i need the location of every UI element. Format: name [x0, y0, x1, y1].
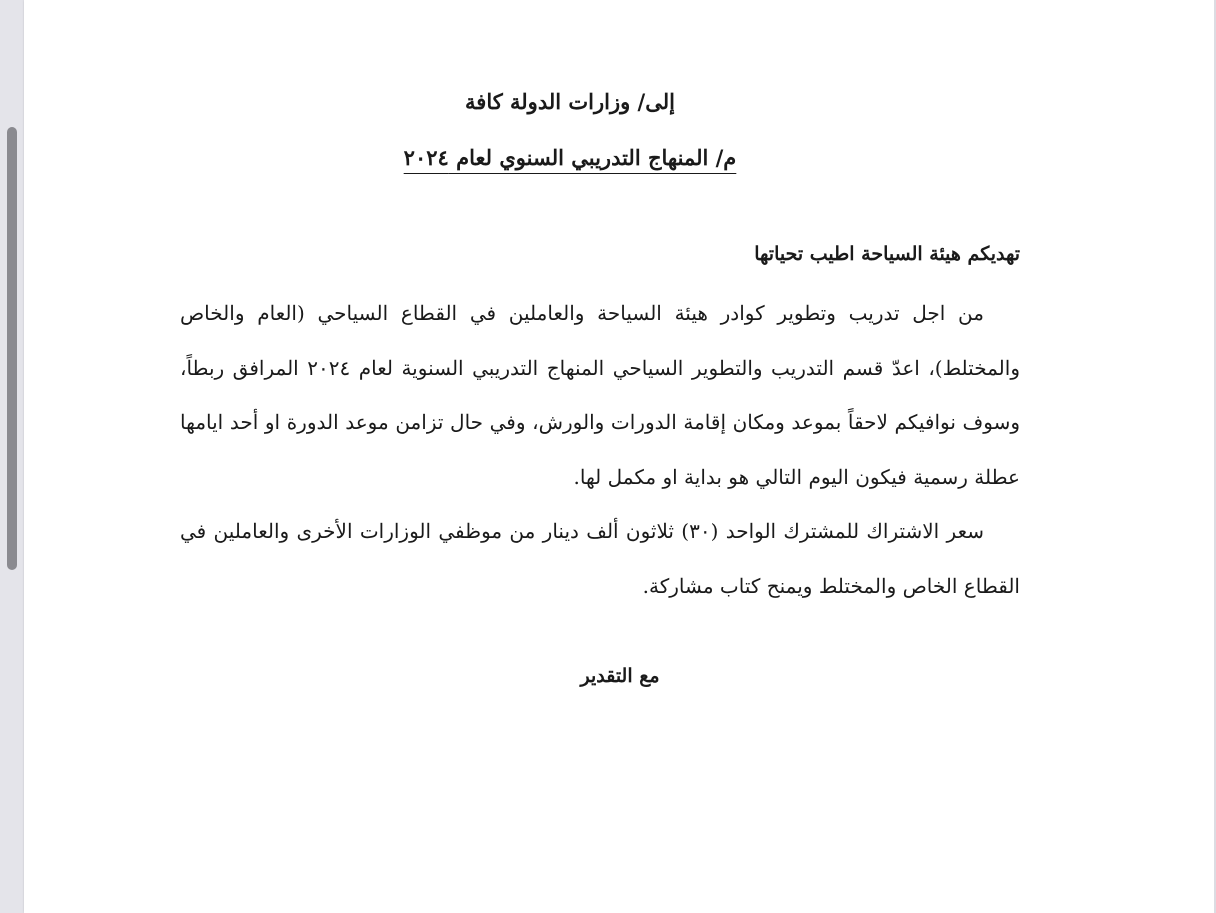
letter-body [180, 286, 1020, 613]
closing-line: مع التقدير [580, 665, 660, 687]
recipient-line: إلى/ وزارات الدولة كافة [465, 89, 675, 114]
scrollbar-thumb[interactable] [7, 127, 17, 570]
body-paragraph-1: من اجل تدريب وتطوير كوادر هيئة السياحة والعاملين في القطاع السياحي (العام والخاص والمختلط)، اعدّ قسم التدريب والتطوير السياحي المنهاج التدريبي السنوية لعام ٢٠٢٤ المرافق ربطاً، وسوف نوافيكم لاحقاً بموعد ومكان إقامة الدورات والورش، وفي حال تزامن موعد الدورة او أحد ايامها عطلة رسمية فيكون اليوم التالي هو بداية او مكمل لها. [180, 301, 1020, 489]
vertical-scrollbar[interactable] [0, 0, 24, 913]
body-paragraph-2: سعر الاشتراك للمشترك الواحد (٣٠) ثلاثون ألف دينار من موظفي الوزارات الأخرى والعاملين في القطاع الخاص والمختلط ويمنح كتاب مشاركة. [180, 519, 1020, 598]
subject-line [350, 142, 790, 174]
greeting-line: تهديكم هيئة السياحة اطيب تحياتها [754, 243, 1020, 265]
subject-text: م/ المنهاج التدريبي السنوي لعام ٢٠٢٤ [403, 145, 737, 170]
